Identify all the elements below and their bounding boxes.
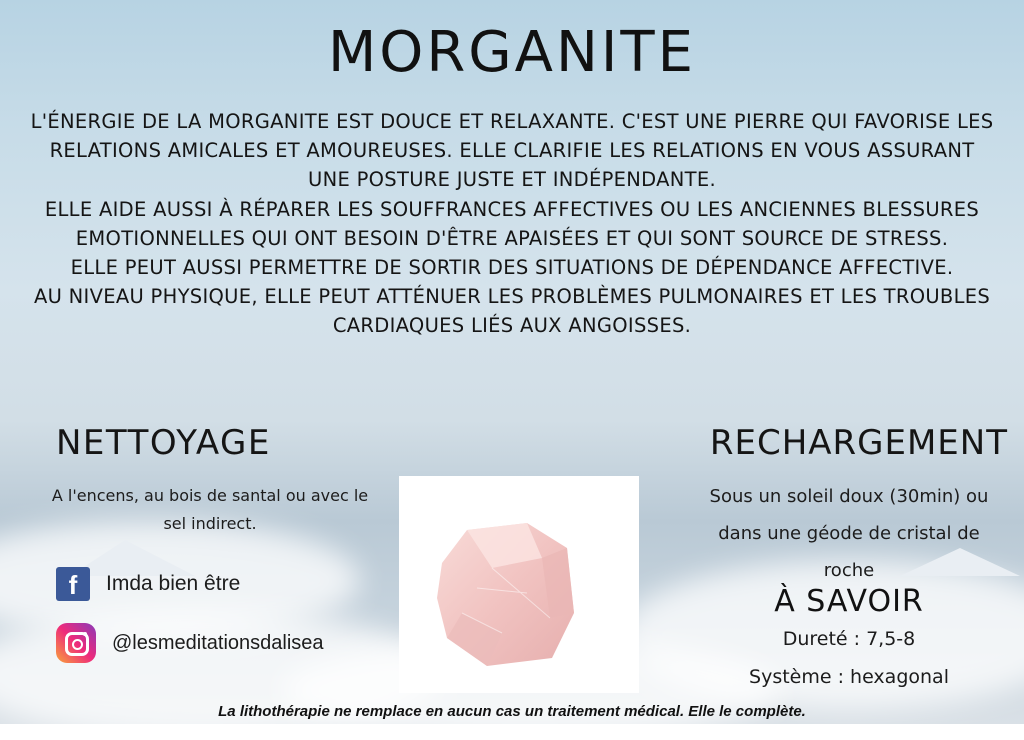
morganite-stone-image <box>432 518 582 668</box>
cleaning-text: A l'encens, au bois de santal ou avec le sel indirect. <box>51 486 369 533</box>
description-paragraph: ELLE AIDE AUSSI À RÉPARER LES SOUFFRANCES AFFECTIVES OU LES ANCIENNES BLESSURES EMOTIONNELLES QUI ONT BESOIN D'ÊTRE APAISÉES ET QUI SONT SOURCE DE STRESS. <box>44 197 980 250</box>
hardness-text: Dureté : 7,5-8 <box>782 628 916 650</box>
description-paragraph: AU NIVEAU PHYSIQUE, ELLE PEUT ATTÉNUER LES PROBLÈMES PULMONAIRES ET LES TROUBLES CARDIAQUES LIÉS AUX ANGOISSES. <box>33 285 991 338</box>
facebook-label: Imda bien être <box>106 572 241 595</box>
facebook-link[interactable] <box>56 567 240 601</box>
recharging-heading: RECHARGEMENT <box>709 423 1008 463</box>
description-text <box>28 107 996 341</box>
description-paragraph: L'ÉNERGIE DE LA MORGANITE EST DOUCE ET RELAXANTE. C'EST UNE PIERRE QUI FAVORISE LES RELATIONS AMICALES ET AMOUREUSES. ELLE CLARIFIE LES RELATIONS EN VOUS ASSURANT UNE POSTURE JUSTE ET INDÉPENDANTE. <box>30 110 994 192</box>
cleaning-heading: NETTOYAGE <box>56 423 271 463</box>
instagram-label: @lesmeditationsdalisea <box>112 631 324 654</box>
facebook-icon: f <box>56 567 90 601</box>
description-paragraph: ELLE PEUT AUSSI PERMETTRE DE SORTIR DES SITUATIONS DE DÉPENDANCE AFFECTIVE. <box>70 256 954 280</box>
to-know-heading: À SAVOIR <box>774 584 924 619</box>
instagram-link[interactable] <box>56 623 324 663</box>
stone-photo <box>399 476 639 693</box>
page-title: MORGANITE <box>327 20 696 85</box>
recharging-text: Sous un soleil doux (30min) ou dans une géode de cristal de roche <box>709 486 989 581</box>
crystal-system-text: Système : hexagonal <box>749 666 949 688</box>
disclaimer-text: La lithothérapie ne remplace en aucun cas un traitement médical. Elle le complète. <box>218 703 806 720</box>
instagram-icon <box>56 623 96 663</box>
